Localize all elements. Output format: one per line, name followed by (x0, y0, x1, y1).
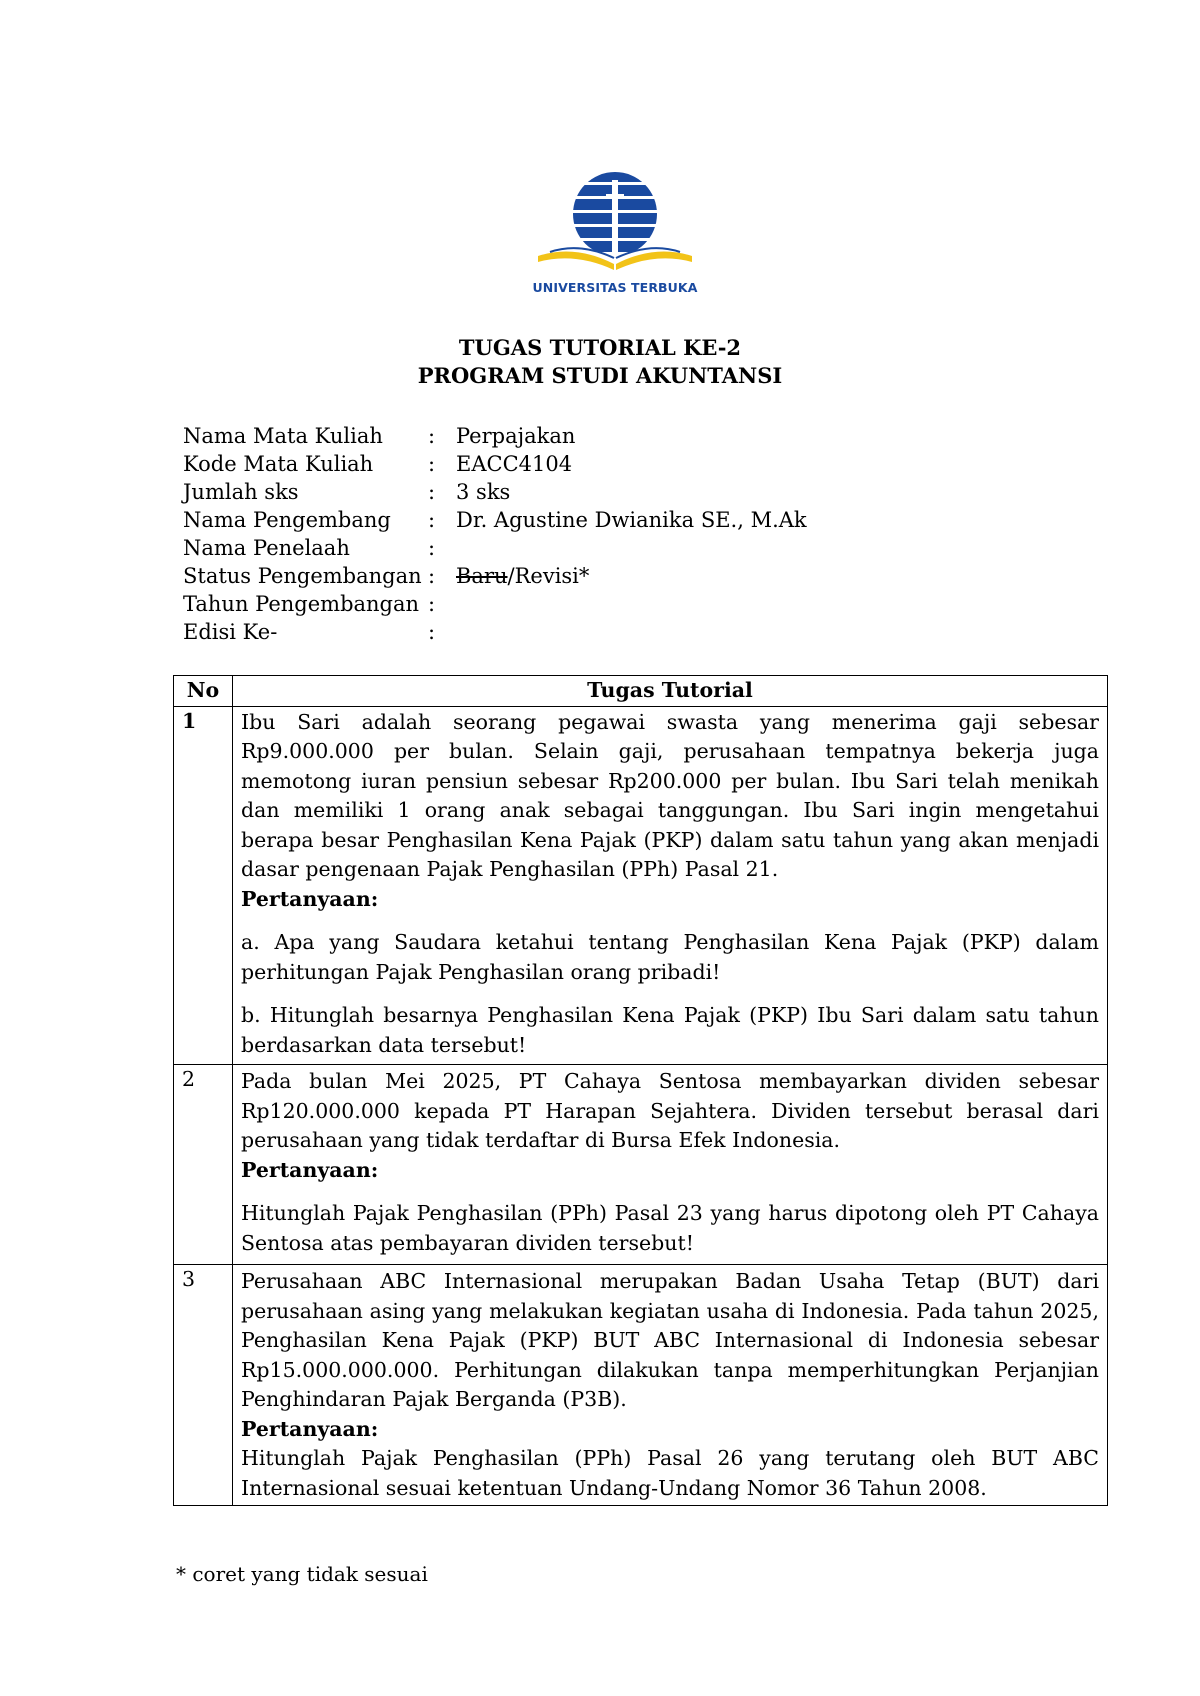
info-row-reviewer (183, 534, 807, 562)
info-label: Nama Pengembang (183, 508, 391, 532)
row-number: 1 (174, 706, 233, 1065)
row-number: 2 (174, 1065, 233, 1265)
selected-option: /Revisi* (507, 564, 590, 588)
info-colon: : (428, 536, 436, 560)
info-colon: : (428, 508, 436, 532)
row-number: 3 (174, 1265, 233, 1506)
question-label: Pertanyaan: (241, 886, 379, 911)
info-label: Jumlah sks (183, 480, 299, 504)
info-label: Nama Mata Kuliah (183, 424, 383, 448)
info-colon: : (428, 620, 436, 644)
info-label: Tahun Pengembangan (183, 592, 420, 616)
info-label: Edisi Ke- (183, 620, 278, 644)
university-emblem-icon (530, 172, 700, 277)
info-row-development-year (183, 590, 807, 618)
task-cell (233, 1265, 1108, 1506)
document-subtitle: PROGRAM STUDI AKUNTANSI (417, 363, 783, 388)
info-row-development-status (183, 562, 807, 590)
struck-option: Baru (456, 564, 508, 588)
question-label: Pertanyaan: (241, 1157, 379, 1182)
info-row-credits (183, 478, 807, 506)
question-text: Hitunglah Pajak Penghasilan (PPh) Pasal 23 yang harus dipotong oleh PT Cahaya Sentosa atas pembayaran dividen tersebut! (241, 1201, 1099, 1255)
task-cell (233, 1065, 1108, 1265)
info-row-developer (183, 506, 807, 534)
header-task: Tugas Tutorial (233, 676, 1108, 707)
info-value (456, 562, 589, 590)
info-value: 3 sks (456, 480, 511, 504)
info-colon: : (428, 452, 436, 476)
table-header-row (174, 676, 1108, 707)
info-row-course-name (183, 422, 807, 450)
question-text: Hitunglah Pajak Penghasilan (PPh) Pasal 26 yang terutang oleh BUT ABC Internasional sesuai ketentuan Undang-Undang Nomor 36 Tahun 2008. (241, 1446, 1099, 1500)
info-label: Status Pengembangan (183, 564, 422, 588)
course-info (183, 422, 807, 646)
info-value: Dr. Agustine Dwianika SE., M.Ak (456, 508, 807, 532)
university-logo (530, 172, 700, 302)
table-row (174, 1065, 1108, 1265)
footnote: * coret yang tidak sesuai (176, 1562, 428, 1586)
info-colon: : (428, 592, 436, 616)
task-description: Ibu Sari adalah seorang pegawai swasta yang menerima gaji sebesar Rp9.000.000 per bulan. Selain gaji, perusahaan tempatnya bekerja juga memotong iuran pensiun sebesar Rp200.000 per bulan. Ibu Sari telah menikah dan memiliki 1 orang anak sebagai tanggungan. Ibu Sari ingin mengetahui berapa besar Penghasilan Kena Pajak (PKP) dalam satu tahun yang akan menjadi dasar pengenaan Pajak Penghasilan (PPh) Pasal 21. (241, 709, 1099, 881)
info-value: Perpajakan (456, 424, 576, 448)
question-a: a. Apa yang Saudara ketahui tentang Penghasilan Kena Pajak (PKP) dalam perhitungan Pajak Penghasilan orang pribadi! (241, 930, 1099, 984)
info-label: Kode Mata Kuliah (183, 452, 374, 476)
table-row (174, 706, 1108, 1065)
info-colon: : (428, 564, 436, 588)
header-no: No (174, 676, 233, 707)
question-b: b. Hitunglah besarnya Penghasilan Kena Pajak (PKP) Ibu Sari dalam satu tahun berdasarkan data tersebut! (241, 1003, 1099, 1057)
info-row-edition (183, 618, 807, 646)
info-colon: : (428, 480, 436, 504)
tutorial-task-table (173, 675, 1108, 1506)
task-description: Perusahaan ABC Internasional merupakan Badan Usaha Tetap (BUT) dari perusahaan asing yang melakukan kegiatan usaha di Indonesia. Pada tahun 2025, Penghasilan Kena Pajak (PKP) BUT ABC Internasional di Indonesia sebesar Rp15.000.000.000. Perhitungan dilakukan tanpa memperhitungkan Perjanjian Penghindaran Pajak Berganda (P3B). (241, 1269, 1099, 1411)
info-label: Nama Penelaah (183, 536, 350, 560)
info-row-course-code (183, 450, 807, 478)
document-title: TUGAS TUTORIAL KE-2 (458, 335, 742, 360)
task-description: Pada bulan Mei 2025, PT Cahaya Sentosa membayarkan dividen sebesar Rp120.000.000 kepada PT Harapan Sejahtera. Dividen tersebut berasal dari perusahaan yang tidak terdaftar di Bursa Efek Indonesia. (241, 1069, 1099, 1152)
task-cell (233, 706, 1108, 1065)
info-colon: : (428, 424, 436, 448)
logo-text: UNIVERSITAS TERBUKA (532, 280, 698, 295)
question-label: Pertanyaan: (241, 1416, 379, 1441)
table-row (174, 1265, 1108, 1506)
info-value: EACC4104 (456, 452, 573, 476)
